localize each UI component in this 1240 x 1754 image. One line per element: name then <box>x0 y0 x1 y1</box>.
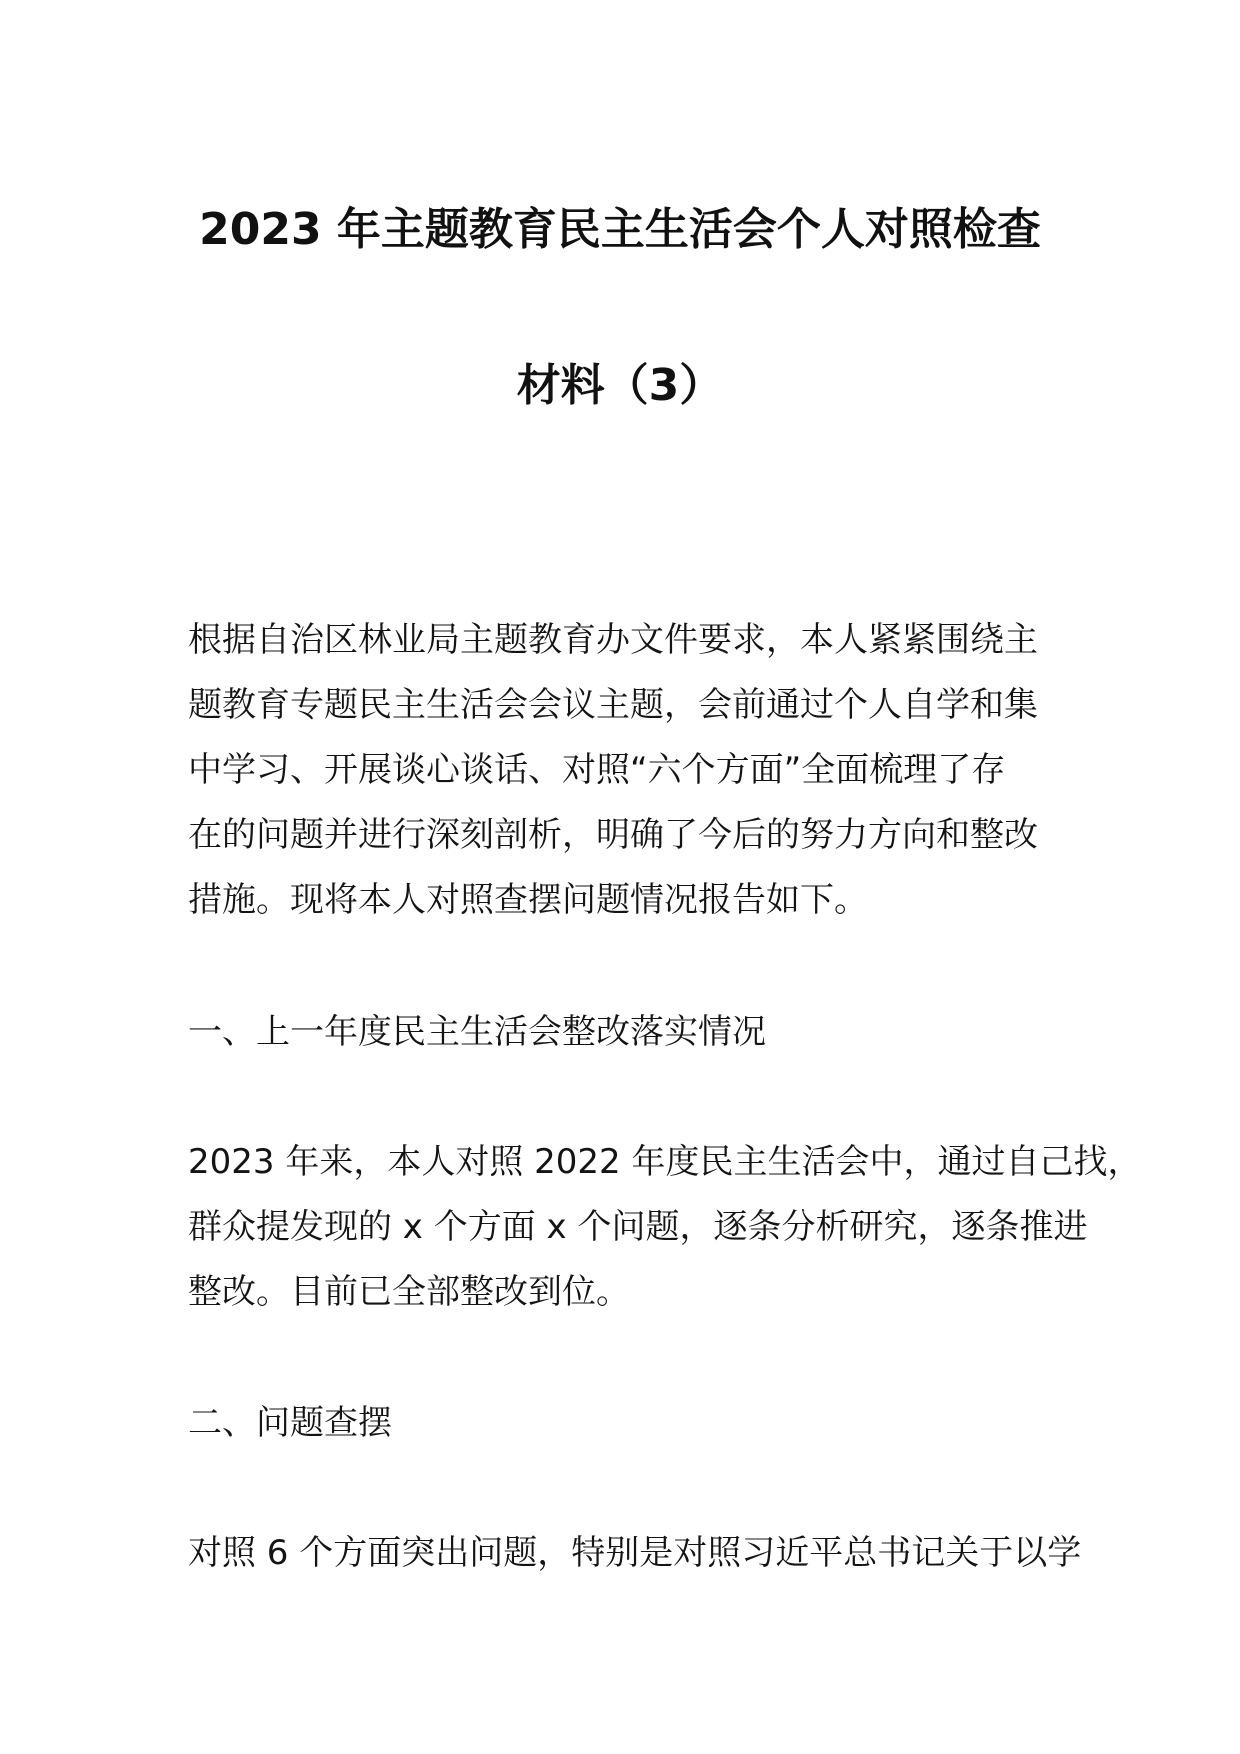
problems-paragraph <box>188 1521 1082 1586</box>
paragraph-line: 在的问题并进行深刻剖析，明确了今后的努力方向和整改 <box>188 815 1038 855</box>
paragraph-line: 措施。现将本人对照查摆问题情况报告如下。 <box>188 880 868 920</box>
paragraph-line: 群众提发现的 x 个方面 x 个问题，逐条分析研究，逐条推进 <box>188 1207 1088 1247</box>
document-title-line-1: 2023 年主题教育民主生活会个人对照检查 <box>199 204 1041 255</box>
section-heading-text: 二、问题查摆 <box>188 1403 392 1443</box>
intro-paragraph <box>188 608 1068 933</box>
section-heading-text: 一、上一年度民主生活会整改落实情况 <box>188 1012 766 1052</box>
rectification-paragraph <box>188 1130 1142 1325</box>
section-heading-1 <box>188 1000 1068 1065</box>
paragraph-line: 整改。目前已全部整改到位。 <box>188 1272 630 1312</box>
paragraph-line: 对照 6 个方面突出问题，特别是对照习近平总书记关于以学 <box>188 1533 1082 1573</box>
paragraph-line: 根据自治区林业局主题教育办文件要求，本人紧紧围绕主 <box>188 620 1038 660</box>
document-title-line-2: 材料（3） <box>516 360 724 411</box>
paragraph-line: 中学习、开展谈心谈话、对照“六个方面”全面梳理了存 <box>188 750 1006 790</box>
paragraph-line: 题教育专题民主生活会会议主题，会前通过个人自学和集 <box>188 685 1038 725</box>
section-heading-2 <box>188 1391 1068 1456</box>
paragraph-line: 2023 年来，本人对照 2022 年度民主生活会中，通过自己找， <box>188 1142 1142 1182</box>
